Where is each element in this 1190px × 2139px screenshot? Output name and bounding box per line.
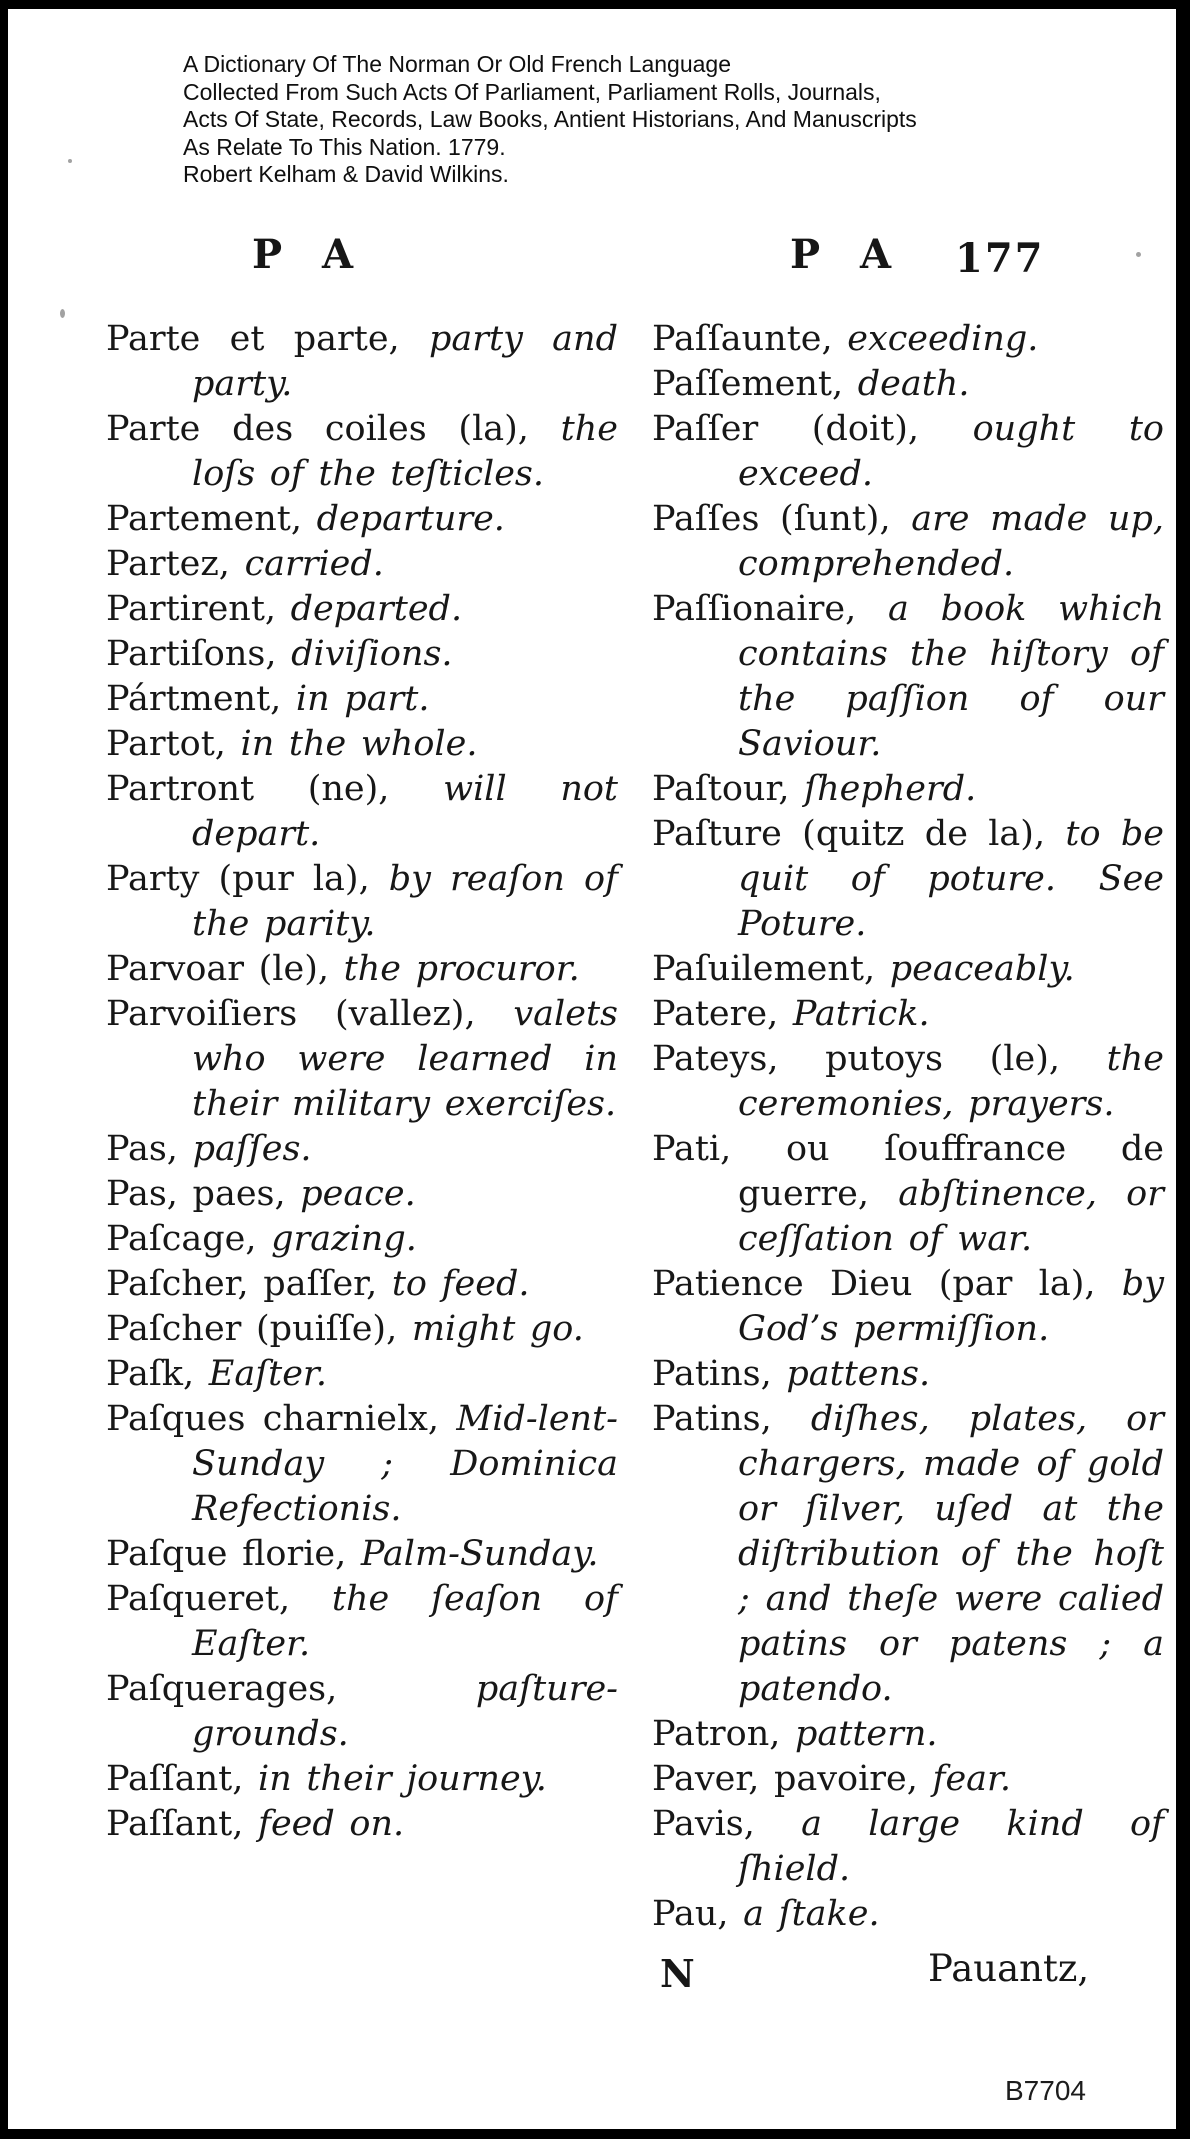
entry-definition: by reaſon of the parity. [192,859,618,944]
entry-definition: a ſtake. [743,1894,880,1934]
entry-definition: might go. [411,1309,584,1349]
entry-definition: pattern. [795,1714,938,1754]
dictionary-entry [106,587,618,632]
scan-speck [1136,252,1141,257]
dictionary-entry [652,767,1164,812]
entry-definition: party and party. [192,319,618,404]
page-number: 177 [955,235,1045,282]
dictionary-entry [106,1532,618,1577]
entry-term: Paſſionaire, [652,589,857,629]
entry-term: Partront (ne), [106,769,390,809]
entry-definition: diviſions. [291,634,453,674]
dictionary-entry [652,1802,1164,1892]
dictionary-entry [106,632,618,677]
entry-definition: fear. [932,1759,1012,1799]
dictionary-entry [106,1667,618,1757]
entry-term: Partez, [106,544,230,584]
dictionary-entry [652,1127,1164,1262]
entry-term: Patins, [652,1399,772,1439]
entry-term: Pas, paes, [106,1174,286,1214]
entry-term: Paſques charnielx, [106,1399,440,1439]
entry-term: Patience Dieu (par la), [652,1264,1096,1304]
entry-term: Pateys, putoys (le), [652,1039,1060,1079]
dictionary-entry [106,767,618,857]
entry-term: Paſſes (ſunt), [652,499,891,539]
entry-definition: to be quit of poture. See Poture. [738,814,1164,944]
dictionary-entry [652,812,1164,947]
scan-id: B7704 [1005,2075,1086,2106]
dictionary-entry [652,1892,1164,1937]
dictionary-entry [652,497,1164,587]
dictionary-entry [106,1577,618,1667]
entry-term: Paſqueret, [106,1579,291,1619]
entry-definition: ſhepherd. [804,769,977,809]
dictionary-entry [106,1352,618,1397]
entry-term: Paſque florie, [106,1534,347,1574]
dictionary-entry [106,1127,618,1172]
entry-definition: paſſes. [192,1129,312,1169]
dictionary-entry [106,1802,618,1847]
signature-mark: N [660,1951,695,1996]
entry-term: Pártment, [106,679,282,719]
dictionary-entry [106,497,618,542]
entry-term: Paſcher, paſſer, [106,1264,378,1304]
dictionary-entry [106,722,618,767]
dictionary-entry [106,857,618,947]
entry-term: Paſſer (doit), [652,409,919,449]
entry-definition: in the whole. [240,724,478,764]
right-column-header: P A [790,231,905,278]
entry-definition: death. [857,364,970,404]
entry-definition: the ceremonies, prayers. [738,1039,1164,1124]
dictionary-entry [652,317,1164,362]
entry-term: Patins, [652,1354,772,1394]
entry-definition: pattens. [786,1354,931,1394]
entry-term: Pati, ou ſouffrance de guerre, [652,1129,1164,1214]
dictionary-entry [106,1757,618,1802]
dictionary-entry [652,1757,1164,1802]
entry-definition: exceeding. [847,319,1039,359]
entry-term: Paſſaunte, [652,319,833,359]
entry-definition: carried. [244,544,384,584]
left-column-header: P A [252,231,367,278]
entry-definition: peaceably. [889,949,1075,989]
entry-definition: paſture-grounds. [192,1669,618,1754]
dictionary-entry [106,542,618,587]
dictionary-entry [652,992,1164,1037]
entry-definition: are made up, comprehended. [738,499,1164,584]
entry-term: Parte des coiles (la), [106,409,529,449]
entry-definition: will not depart. [192,769,618,854]
entry-definition: valets who were learned in their military exerciſes. [192,994,618,1124]
entry-term: Paſk, [106,1354,195,1394]
entry-definition: a book which contains the hiſtory of the paſſion of our Saviour. [738,589,1164,764]
dictionary-entry [652,1352,1164,1397]
entry-definition: Mid-lent-Sunday ; Dominica Refectionis. [192,1399,618,1529]
entry-term: Parvoiſiers (vallez), [106,994,476,1034]
dictionary-entry [106,1172,618,1217]
dictionary-entry [652,362,1164,407]
entry-term: Paſſement, [652,364,844,404]
entry-definition: peace. [300,1174,416,1214]
entry-term: Paver, pavoire, [652,1759,918,1799]
dictionary-entry [652,947,1164,992]
dictionary-entry [106,1397,618,1532]
dictionary-entry [106,407,618,497]
entry-definition: diſhes, plates, or chargers, made of gold or ſilver, uſed at the diſtribution of the hoſt ; and theſe were calied patins or patens ; a patendo. [738,1399,1164,1709]
entry-definition: abſtinence, or ceſſation of war. [738,1174,1164,1259]
caption-line: Robert Kelham & David Wilkins. [183,161,509,187]
caption-line: A Dictionary Of The Norman Or Old French Language [183,51,732,77]
entry-definition: departed. [290,589,463,629]
caption-line: Collected From Such Acts Of Parliament, Parliament Rolls, Journals, [183,78,881,105]
scan-speck [60,309,65,318]
entry-term: Pau, [652,1894,729,1934]
entry-term: Paſture (quitz de la), [652,814,1046,854]
entry-definition: the procuror. [343,949,580,989]
page-background [8,9,1176,2129]
dictionary-entry [652,1712,1164,1757]
entry-term: Partiſons, [106,634,277,674]
entry-term: Partot, [106,724,226,764]
dictionary-entry [106,1217,618,1262]
entry-definition: by God’s permiſſion. [738,1264,1164,1349]
entry-term: Patron, [652,1714,781,1754]
entry-definition: feed on. [258,1804,405,1844]
scan-speck [68,159,72,163]
entry-term: Parvoar (le), [106,949,329,989]
entry-definition: grazing. [271,1219,417,1259]
entry-definition: in part. [295,679,430,719]
entry-term: Paſſant, [106,1804,244,1844]
entry-definition: to feed. [391,1264,530,1304]
entry-definition: the ſeaſon of Eaſter. [192,1579,618,1664]
entry-term: Paſcage, [106,1219,257,1259]
entry-definition: Eaſter. [208,1354,327,1394]
entry-term: Party (pur la), [106,859,370,899]
entry-term: Paſſant, [106,1759,244,1799]
dictionary-entry [106,947,618,992]
dictionary-entry [652,1262,1164,1352]
entry-term: Pavis, [652,1804,755,1844]
entry-definition: Patrick. [792,994,930,1034]
entry-term: Paſuilement, [652,949,876,989]
right-column [652,317,1164,1937]
dictionary-entry [106,1307,618,1352]
dictionary-entry [106,317,618,407]
caption-block [183,51,917,189]
dictionary-entry [652,1037,1164,1127]
dictionary-entry [106,992,618,1127]
dictionary-entry [106,1262,618,1307]
entry-term: Patere, [652,994,779,1034]
entry-term: Paſquerages, [106,1669,338,1709]
dictionary-entry [652,587,1164,767]
catchword: Pauantz, [928,1947,1090,1990]
dictionary-entry [652,1397,1164,1712]
entry-definition: the loſs of the teſticles. [192,409,618,494]
entry-term: Partirent, [106,589,277,629]
entry-term: Paſcher (puiſſe), [106,1309,398,1349]
entry-term: Partement, [106,499,302,539]
entry-term: Parte et parte, [106,319,400,359]
entry-term: Pas, [106,1129,178,1169]
left-column [106,317,618,1847]
dictionary-entry [106,677,618,722]
entry-definition: departure. [316,499,505,539]
entry-definition: ought to exceed. [738,409,1164,494]
entry-definition: Palm-Sunday. [360,1534,599,1574]
caption-line: Acts Of State, Records, Law Books, Antient Historians, And Manuscripts [183,106,917,132]
dictionary-entry [652,407,1164,497]
entry-definition: a large kind of ſhield. [738,1804,1164,1889]
entry-definition: in their journey. [258,1759,547,1799]
caption-line: As Relate To This Nation. 1779. [183,133,506,160]
entry-term: Paſtour, [652,769,790,809]
